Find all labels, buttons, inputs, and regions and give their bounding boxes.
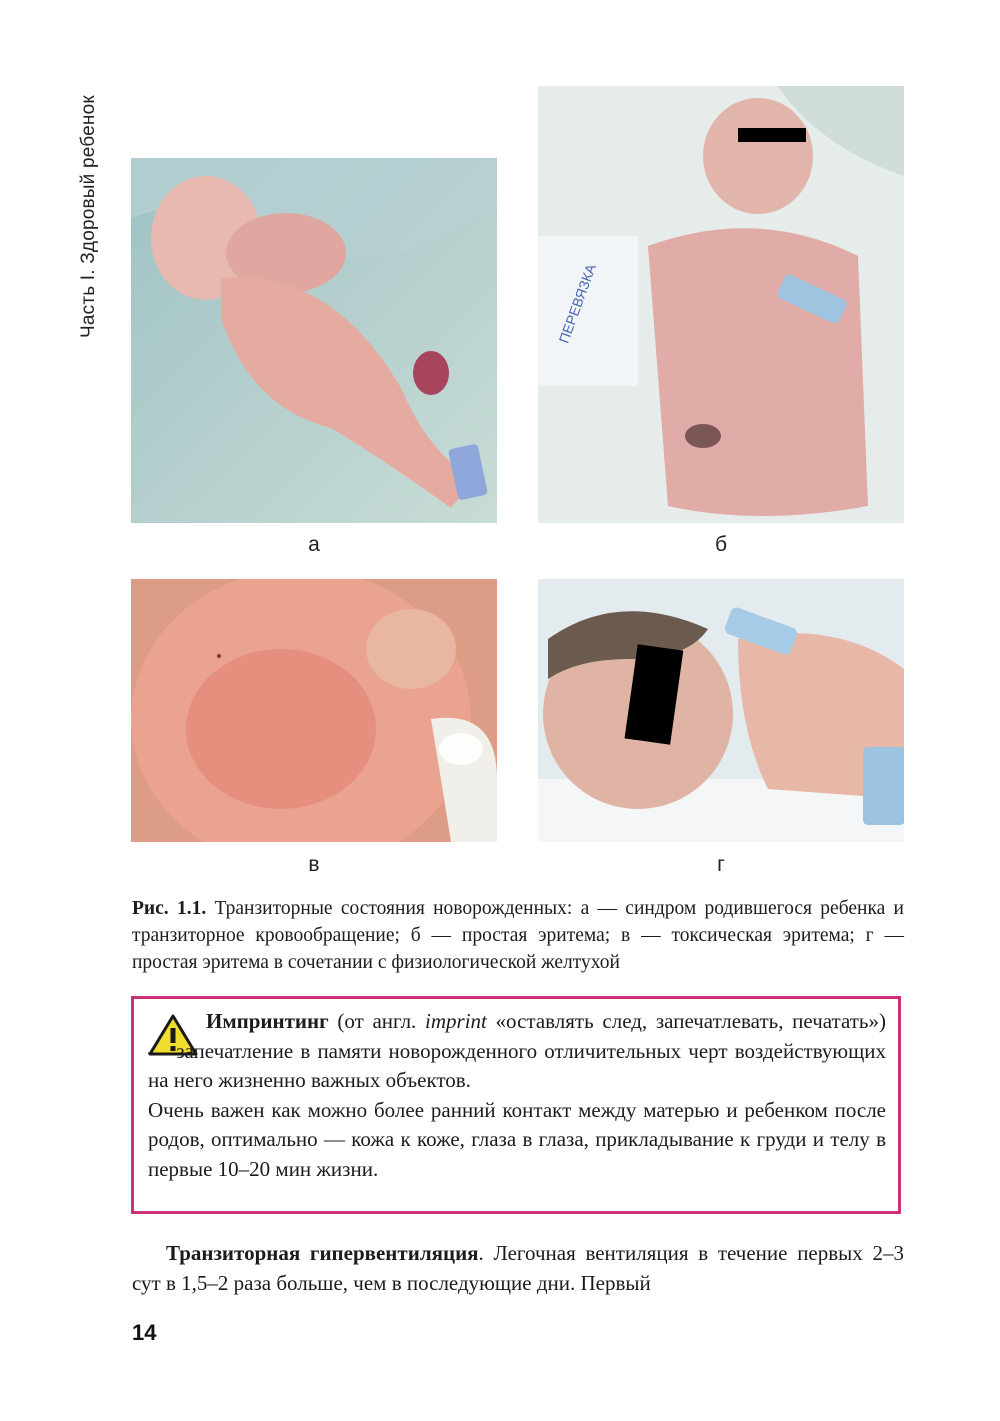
figure-photo-g [538,579,904,842]
body-term: Транзиторная гипервентиляция [166,1241,479,1265]
body-text [132,1238,904,1298]
figure-caption [132,895,904,976]
callout-term: Импринтинг [206,1009,329,1033]
figure-label-v: в [308,853,320,876]
figure-label-g: г [717,853,725,876]
callout-paragraph-1 [148,1007,886,1096]
body-paragraph [132,1238,904,1298]
callout-p1-b: «оставлять след, запечатлевать, печатать») — запечатление в памяти новорожденного отличительных черт воздействующих на него жизненно важных объектов. [148,1009,886,1092]
callout-paragraph-2: Очень важен как можно более ранний контакт между матерью и ребенком после родов, оптимально — кожа к коже, глаза в глаза, прикладывание к груди и телу в первые 10–20 мин жизни. [148,1097,886,1181]
figure-photo-b [538,86,904,523]
body-paragraph-text: . Легочная вентиляция в течение первых 2–3 сут в 1,5–2 раза больше, чем в последующие дни. Первый [132,1241,904,1295]
callout-text [148,1007,886,1184]
figure-photo-v [131,579,497,842]
svg-text:ПЕРЕВЯЗКА: ПЕРЕВЯЗКА [555,261,599,346]
figure-photo-a [131,158,497,523]
caption-text: Транзиторные состояния новорожденных: а — синдром родившегося ребенка и транзиторное кровообращение; б — простая эритема; в — токсическая эритема; г — простая эритема в сочетании с физиологической желтухой [132,898,904,973]
figure-label-a: а [308,533,320,556]
figure-label-b: б [714,533,728,556]
imprinting-callout [131,996,901,1214]
callout-p1-italic: imprint [425,1009,487,1033]
running-head: Часть I. Здоровый ребенок [78,95,99,338]
page-number: 14 [132,1320,157,1345]
callout-p1-a: (от англ. [328,1009,426,1033]
caption-prefix: Рис. 1.1. [132,898,207,919]
